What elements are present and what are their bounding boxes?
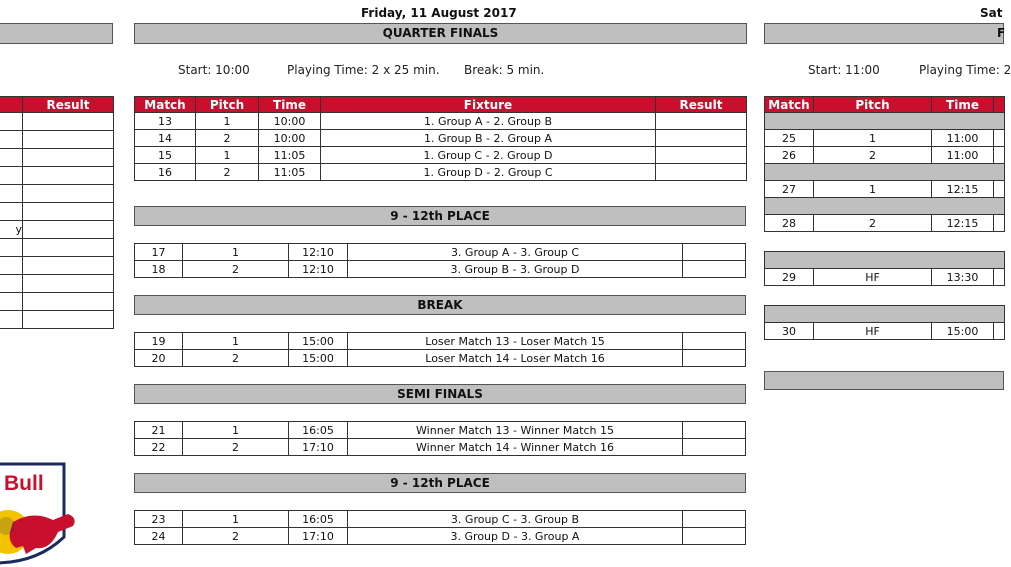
table-row xyxy=(135,422,746,439)
table-row xyxy=(0,149,114,167)
fixture-table xyxy=(134,421,746,456)
spacer-cell xyxy=(765,232,1005,252)
quarter-finals-bar: QUARTER FINALS xyxy=(134,23,747,44)
pitch-cell: 2 xyxy=(183,439,289,456)
table-row xyxy=(135,147,747,164)
time-cell: 10:00 xyxy=(259,113,321,130)
section-bar: BREAK xyxy=(134,295,746,315)
table-row xyxy=(135,528,746,545)
fixture-cell: 1. Group D - 2. Group C xyxy=(321,164,656,181)
table-row xyxy=(0,293,114,311)
header-cell xyxy=(0,97,23,113)
pitch-cell: 2 xyxy=(196,164,259,181)
header-match: Match xyxy=(135,97,196,113)
section-cell xyxy=(765,164,1005,181)
result-cell xyxy=(656,130,747,147)
table-row xyxy=(0,221,114,239)
pitch-cell: 1 xyxy=(196,113,259,130)
table-row xyxy=(135,164,747,181)
table-row xyxy=(135,244,746,261)
row-cell: y xyxy=(0,221,23,239)
result-cell xyxy=(683,439,746,456)
left-table-header xyxy=(0,97,114,113)
result-cell xyxy=(23,185,114,203)
right-playing-time: Playing Time: 2 xyxy=(919,63,1011,77)
pitch-cell: 2 xyxy=(183,350,289,367)
time-cell: 11:00 xyxy=(932,147,994,164)
section-bar: SEMI FINALS xyxy=(134,384,746,404)
result-cell xyxy=(683,422,746,439)
match-cell: 25 xyxy=(765,130,814,147)
fixture-cell: Winner Match 13 - Winner Match 15 xyxy=(348,422,683,439)
match-cell: 17 xyxy=(135,244,183,261)
time-cell: 11:05 xyxy=(259,147,321,164)
header-match: Match xyxy=(765,97,814,113)
pitch-cell: 2 xyxy=(814,215,932,232)
section-cell xyxy=(765,252,1005,269)
right-bottom-bar xyxy=(764,371,1004,390)
result-cell xyxy=(23,221,114,239)
extra-cell xyxy=(994,269,1005,286)
playing-time: Playing Time: 2 x 25 min. xyxy=(287,63,440,77)
left-section-bar xyxy=(0,23,113,44)
right-start-time: Start: 11:00 xyxy=(808,63,880,77)
match-cell: 24 xyxy=(135,528,183,545)
header-fixture: Fixture xyxy=(321,97,656,113)
match-cell: 26 xyxy=(765,147,814,164)
table-row xyxy=(0,185,114,203)
pitch-cell: 1 xyxy=(183,511,289,528)
pitch-cell: 2 xyxy=(196,130,259,147)
header-result: Result xyxy=(23,97,114,113)
section-row xyxy=(765,113,1005,130)
spacer-row xyxy=(765,286,1005,306)
logo-text: Bull xyxy=(4,472,44,495)
time-cell: 17:10 xyxy=(289,528,348,545)
center-day-title: Friday, 11 August 2017 xyxy=(361,6,517,20)
section-cell xyxy=(765,306,1005,323)
fixture-cell: 3. Group A - 3. Group C xyxy=(348,244,683,261)
match-cell: 30 xyxy=(765,323,814,340)
time-cell: 16:05 xyxy=(289,511,348,528)
time-cell: 17:10 xyxy=(289,439,348,456)
table-header xyxy=(765,97,1005,113)
row-cell xyxy=(0,185,23,203)
row-cell xyxy=(0,311,23,329)
match-cell: 16 xyxy=(135,164,196,181)
table-row xyxy=(765,147,1005,164)
header-pitch: Pitch xyxy=(196,97,259,113)
extra-cell xyxy=(994,181,1005,198)
match-cell: 20 xyxy=(135,350,183,367)
header-time: Time xyxy=(259,97,321,113)
pitch-cell: 2 xyxy=(814,147,932,164)
time-cell: 15:00 xyxy=(932,323,994,340)
extra-cell xyxy=(994,147,1005,164)
result-cell xyxy=(656,164,747,181)
section-row xyxy=(765,198,1005,215)
pitch-cell: 2 xyxy=(183,528,289,545)
fixture-cell: Loser Match 13 - Loser Match 15 xyxy=(348,333,683,350)
table-row xyxy=(765,269,1005,286)
match-cell: 23 xyxy=(135,511,183,528)
fixture-cell: 1. Group A - 2. Group B xyxy=(321,113,656,130)
table-row xyxy=(765,130,1005,147)
match-cell: 29 xyxy=(765,269,814,286)
right-section-title: F xyxy=(997,26,1006,40)
table-row xyxy=(135,333,746,350)
row-cell xyxy=(0,293,23,311)
result-cell xyxy=(23,239,114,257)
header-time: Time xyxy=(932,97,994,113)
time-cell: 12:10 xyxy=(289,261,348,278)
time-cell: 15:00 xyxy=(289,350,348,367)
row-cell xyxy=(0,131,23,149)
result-cell xyxy=(683,261,746,278)
row-cell xyxy=(0,239,23,257)
pitch-cell: 1 xyxy=(814,130,932,147)
table-row xyxy=(135,350,746,367)
right-section-bar xyxy=(764,23,1004,44)
fixture-cell: 1. Group C - 2. Group D xyxy=(321,147,656,164)
table-row xyxy=(135,511,746,528)
extra-cell xyxy=(994,130,1005,147)
time-cell: 12:10 xyxy=(289,244,348,261)
match-cell: 13 xyxy=(135,113,196,130)
result-cell xyxy=(23,293,114,311)
time-cell: 10:00 xyxy=(259,130,321,147)
result-cell xyxy=(656,113,747,130)
fixture-cell: Loser Match 14 - Loser Match 16 xyxy=(348,350,683,367)
row-cell xyxy=(0,275,23,293)
right-day-title: Sat xyxy=(980,6,1003,20)
time-cell: 16:05 xyxy=(289,422,348,439)
section-row xyxy=(765,252,1005,269)
fixture-cell: 3. Group C - 3. Group B xyxy=(348,511,683,528)
time-cell: 15:00 xyxy=(289,333,348,350)
result-cell xyxy=(23,131,114,149)
table-row xyxy=(0,311,114,329)
result-cell xyxy=(23,311,114,329)
table-row xyxy=(0,167,114,185)
pitch-cell: 2 xyxy=(183,261,289,278)
section-row xyxy=(765,164,1005,181)
section-bar: 9 - 12th PLACE xyxy=(134,473,746,493)
table-row xyxy=(135,261,746,278)
fixture-cell: 3. Group B - 3. Group D xyxy=(348,261,683,278)
table-row xyxy=(0,239,114,257)
time-cell: 12:15 xyxy=(932,181,994,198)
row-cell xyxy=(0,203,23,221)
fixture-table xyxy=(134,243,746,278)
pitch-cell: 1 xyxy=(814,181,932,198)
result-cell xyxy=(683,333,746,350)
match-cell: 14 xyxy=(135,130,196,147)
match-cell: 27 xyxy=(765,181,814,198)
time-cell: 11:05 xyxy=(259,164,321,181)
match-cell: 21 xyxy=(135,422,183,439)
row-cell xyxy=(0,149,23,167)
match-cell: 22 xyxy=(135,439,183,456)
result-cell xyxy=(23,257,114,275)
fixture-cell: Winner Match 14 - Winner Match 16 xyxy=(348,439,683,456)
extra-cell xyxy=(994,323,1005,340)
fixture-table xyxy=(134,510,746,545)
match-cell: 18 xyxy=(135,261,183,278)
row-cell xyxy=(0,167,23,185)
section-cell xyxy=(765,198,1005,215)
table-header xyxy=(135,97,747,113)
header-extra xyxy=(994,97,1005,113)
left-fixture-table xyxy=(0,96,114,329)
break-time: Break: 5 min. xyxy=(464,63,545,77)
red-bull-logo xyxy=(0,462,68,563)
table-row xyxy=(0,131,114,149)
result-cell xyxy=(23,113,114,131)
time-cell: 13:30 xyxy=(932,269,994,286)
result-cell xyxy=(683,528,746,545)
fixture-table xyxy=(134,332,746,367)
table-row xyxy=(0,257,114,275)
time-cell: 11:00 xyxy=(932,130,994,147)
pitch-cell: 1 xyxy=(183,333,289,350)
result-cell xyxy=(23,149,114,167)
pitch-cell: 1 xyxy=(183,244,289,261)
result-cell xyxy=(23,167,114,185)
match-cell: 15 xyxy=(135,147,196,164)
spacer-cell xyxy=(765,286,1005,306)
extra-cell xyxy=(994,215,1005,232)
table-row xyxy=(135,439,746,456)
section-cell xyxy=(765,113,1005,130)
row-cell xyxy=(0,257,23,275)
pitch-cell: HF xyxy=(814,323,932,340)
result-cell xyxy=(683,511,746,528)
table-row xyxy=(0,203,114,221)
table-row xyxy=(135,113,747,130)
table-row xyxy=(765,181,1005,198)
quarter-finals-table xyxy=(134,96,747,181)
fixture-cell: 1. Group B - 2. Group A xyxy=(321,130,656,147)
table-row xyxy=(0,275,114,293)
header-pitch: Pitch xyxy=(814,97,932,113)
result-cell xyxy=(23,203,114,221)
result-cell xyxy=(683,350,746,367)
header-result: Result xyxy=(656,97,747,113)
table-row xyxy=(0,113,114,131)
fixture-cell: 3. Group D - 3. Group A xyxy=(348,528,683,545)
result-cell xyxy=(23,275,114,293)
table-row xyxy=(135,130,747,147)
pitch-cell: 1 xyxy=(196,147,259,164)
table-row xyxy=(765,323,1005,340)
pitch-cell: HF xyxy=(814,269,932,286)
section-bar: 9 - 12th PLACE xyxy=(134,206,746,226)
pitch-cell: 1 xyxy=(183,422,289,439)
result-cell xyxy=(656,147,747,164)
section-row xyxy=(765,306,1005,323)
start-time: Start: 10:00 xyxy=(178,63,250,77)
right-fixture-table xyxy=(764,96,1005,340)
row-cell xyxy=(0,113,23,131)
table-row xyxy=(765,215,1005,232)
result-cell xyxy=(683,244,746,261)
match-cell: 28 xyxy=(765,215,814,232)
match-cell: 19 xyxy=(135,333,183,350)
time-cell: 12:15 xyxy=(932,215,994,232)
spacer-row xyxy=(765,232,1005,252)
